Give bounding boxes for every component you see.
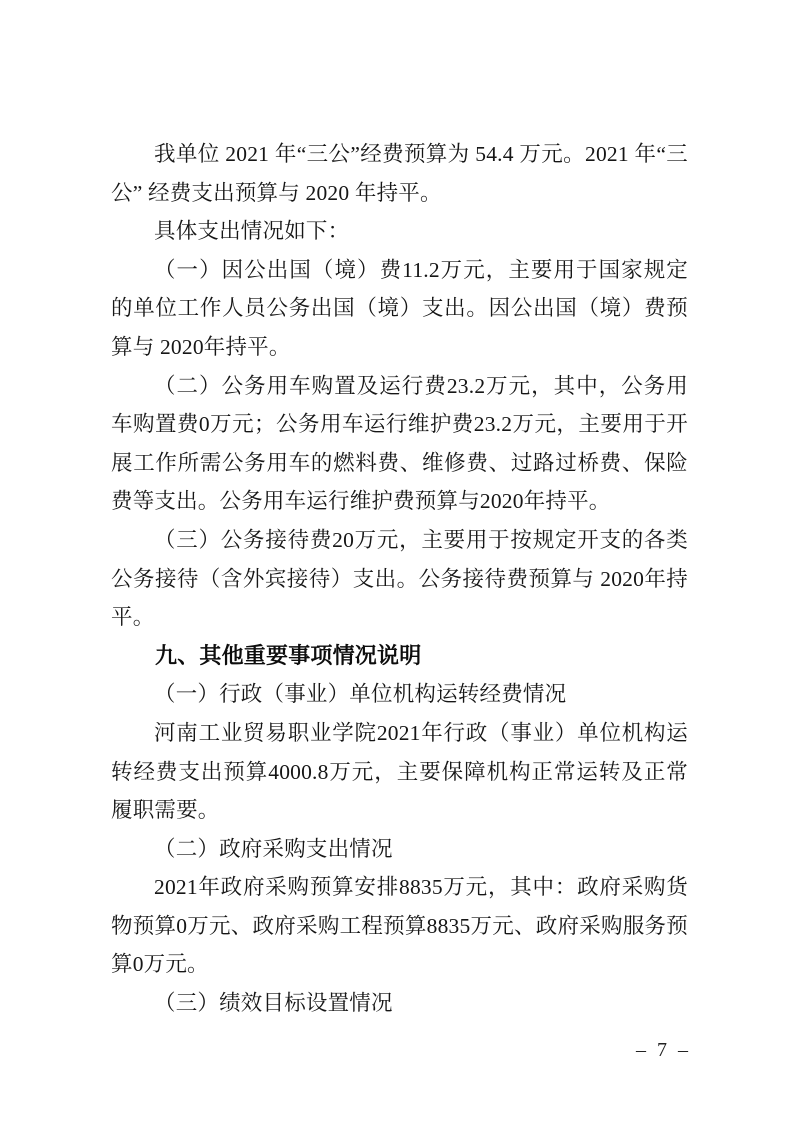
paragraph: （二）政府采购支出情况 — [154, 836, 393, 861]
paragraph: 我单位 2021 年“三公”经费预算为 54.4 万元。2021 年“三公” 经费支出预算与 2020 年持平。 — [111, 142, 688, 205]
section-heading: 九、其他重要事项情况说明 — [155, 642, 422, 668]
paragraph: （二）公务用车购置及运行费23.2万元，其中，公务用车购置费0万元；公务用车运行维护费23.2万元，主要用于开展工作所需公务用车的燃料费、维修费、过路过桥费、保险费等支出。公务用车运行维护费预算与2020年持平。 — [111, 373, 688, 514]
document-body — [111, 135, 688, 1023]
paragraph: 具体支出情况如下： — [154, 219, 350, 244]
paragraph: 河南工业贸易职业学院2021年行政（事业）单位机构运转经费支出预算4000.8万元，主要保障机构正常运转及正常履职需要。 — [111, 720, 688, 823]
paragraph: （一）因公出国（境）费11.2万元，主要用于国家规定的单位工作人员公务出国（境）支出。因公出国（境）费预算与 2020年持平。 — [111, 257, 688, 359]
paragraph: （三）绩效目标设置情况 — [154, 991, 393, 1016]
paragraph: 2021年政府采购预算安排8835万元，其中：政府采购货物预算0万元、政府采购工程预算8835万元、政府采购服务预算0万元。 — [111, 875, 688, 977]
page-number: – 7 – — [636, 1039, 691, 1061]
paragraph: （一）行政（事业）单位机构运转经费情况 — [154, 682, 567, 707]
paragraph: （三）公务接待费20万元，主要用于按规定开支的各类公务接待（含外宾接待）支出。公务接待费预算与 2020年持平。 — [111, 527, 688, 630]
